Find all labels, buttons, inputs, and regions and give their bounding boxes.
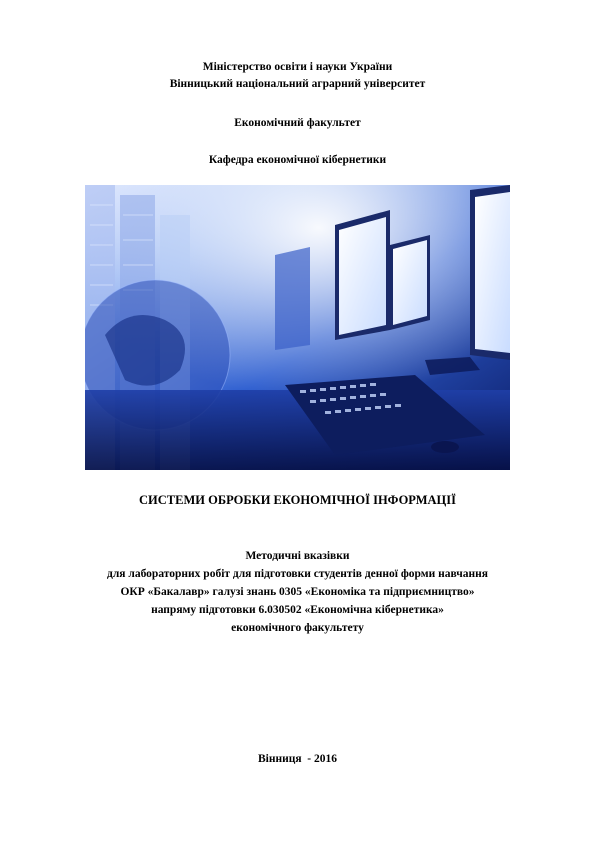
- description-line-2: для лабораторних робіт для підготовки студентів денної форми навчання: [107, 568, 488, 580]
- description-line-5: економічного факультету: [231, 622, 364, 634]
- university-line: Вінницький національний аграрний університет: [169, 78, 426, 90]
- department-line: Кафедра економічної кібернетики: [208, 154, 387, 166]
- cover-image: [85, 185, 510, 470]
- description-line-1: Методичні вказівки: [245, 550, 350, 562]
- faculty-line: Економічний факультет: [234, 117, 361, 129]
- place-year: Вінниця - 2016: [257, 753, 338, 765]
- computer-lab-illustration-icon: [85, 185, 510, 470]
- description-line-3: ОКР «Бакалавр» галузі знань 0305 «Економіка та підприємництво»: [120, 586, 475, 598]
- ministry-line: Міністерство освіти і науки України: [202, 61, 393, 73]
- document-title: СИСТЕМИ ОБРОБКИ ЕКОНОМІЧНОЇ ІНФОРМАЦІЇ: [139, 493, 456, 507]
- description-line-4: напряму підготовки 6.030502 «Економічна кібернетика»: [151, 604, 444, 616]
